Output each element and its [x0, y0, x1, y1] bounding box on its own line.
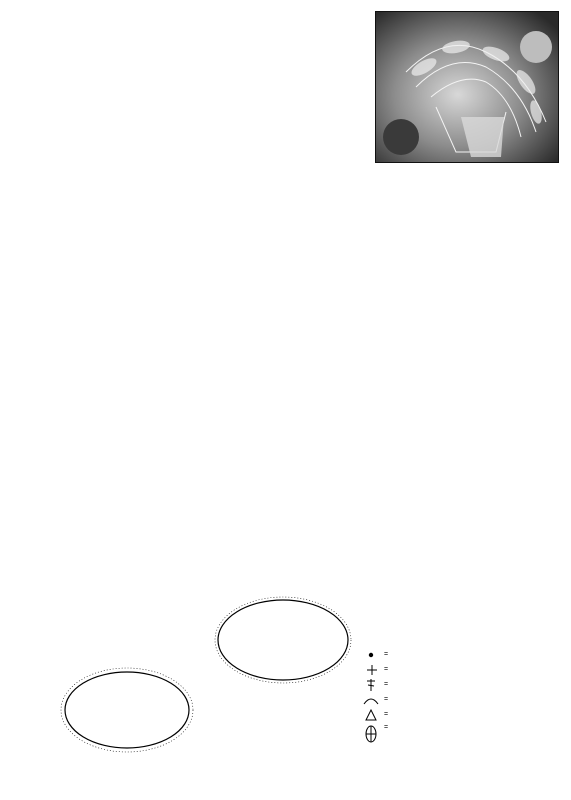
single-crochet-icon: [366, 664, 378, 676]
legend-item-single-crochet: =: [358, 662, 508, 677]
legend-item-double-crochet: =: [358, 677, 508, 692]
double-crochet-icon: [364, 678, 378, 692]
puff-stitch-icon: [364, 724, 378, 744]
symbol-legend: [358, 643, 508, 746]
small-scheme: [61, 668, 193, 752]
chain-arc-icon: [361, 694, 381, 706]
chain-dot-icon: [361, 649, 381, 661]
legend-item-puff: =: [358, 722, 508, 746]
picot-triangle-icon: [364, 708, 378, 722]
legend-item-chain: =: [358, 647, 508, 662]
legend-item-chain-arc: =: [358, 692, 508, 707]
main-foundation-chain: [215, 597, 351, 683]
legend-item-picot: =: [358, 707, 508, 722]
